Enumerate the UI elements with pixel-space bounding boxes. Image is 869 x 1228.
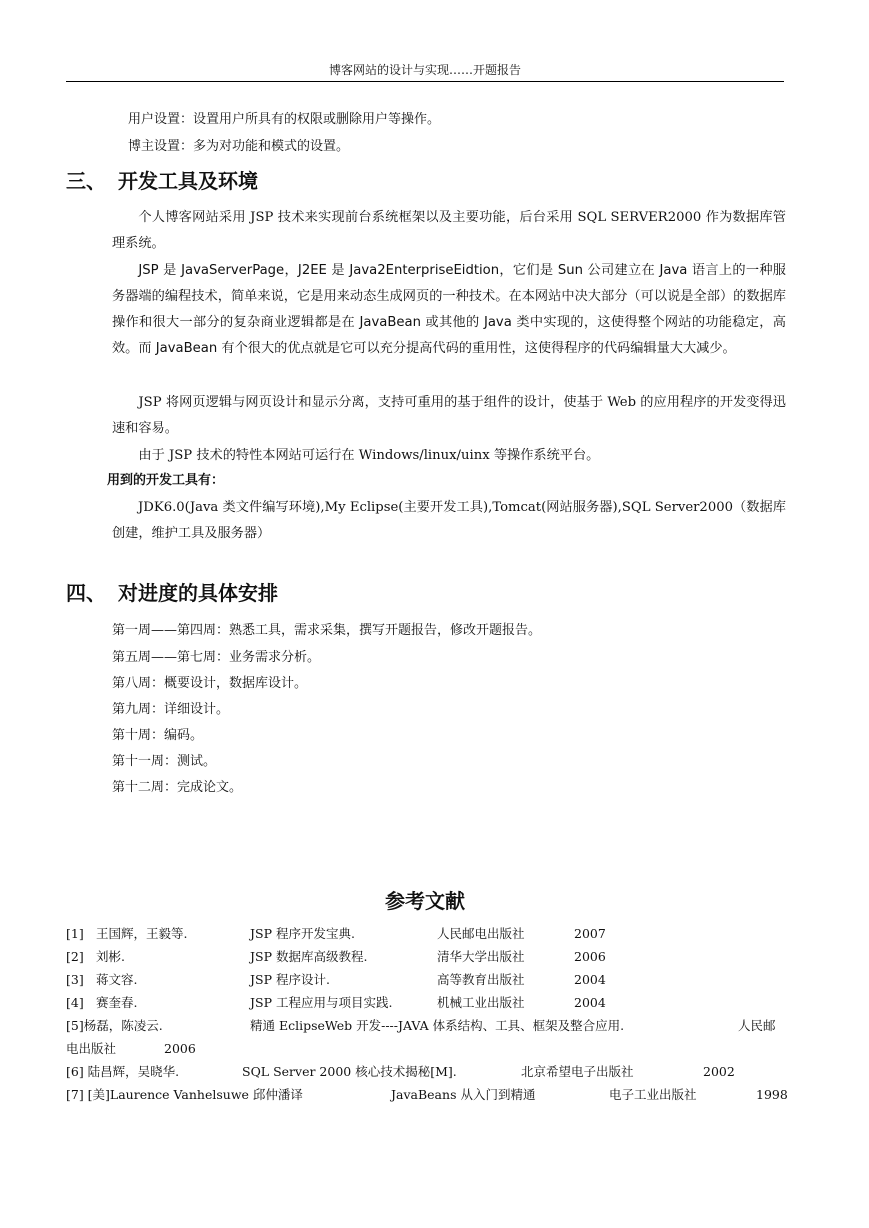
- ref-year: 2002: [703, 1064, 735, 1079]
- ref-year: 2004: [574, 995, 606, 1010]
- blogger-settings-line: 博主设置：多为对功能和模式的设置。: [128, 139, 350, 154]
- section4-title: 对进度的具体安排: [118, 581, 278, 605]
- ref-author: 刘彬.: [96, 949, 125, 964]
- ref-year: 2004: [574, 972, 606, 987]
- ref-publisher: 清华大学出版社: [437, 949, 525, 964]
- ref-publisher: 电子工业出版社: [609, 1087, 697, 1102]
- schedule-item: 第一周——第四周：熟悉工具，需求采集，撰写开题报告，修改开题报告。: [112, 623, 542, 638]
- tools-label: 用到的开发工具有：: [107, 473, 225, 488]
- section3-title: 开发工具及环境: [118, 169, 258, 193]
- section3-paragraph-2: JSP 是 JavaServerPage，J2EE 是 Java2EnterpriseEidtion，它们是 Sun 公司建立在 Java 语言上的一种服务器端的编程技术，简单来说，它是用来动态生成网页的一种技术。在本网站中决大部分（可以说是全部）的数据库操作和很大一部分的复杂商业逻辑都是在 JavaBean 或其他的 Java 类中实现的，这使得整个网站的功能稳定，高效。而 JavaBean 有个很大的优点就是它可以充分提高代码的重用性，这使得程序的代码编辑量大大减少。: [112, 263, 786, 356]
- ref-index: [4]: [66, 995, 84, 1010]
- ref-publisher: 机械工业出版社: [437, 995, 525, 1010]
- ref-book: JSP 程序设计.: [250, 972, 330, 987]
- ref-year: 1998: [756, 1087, 788, 1102]
- ref-author: [6] 陆昌辉，吴晓华.: [66, 1064, 180, 1079]
- ref-book: JSP 工程应用与项目实践.: [250, 995, 393, 1010]
- ref-book: JSP 数据库高级教程.: [250, 949, 368, 964]
- ref-author: 赛奎春.: [96, 995, 138, 1010]
- ref-book: SQL Server 2000 核心技术揭秘[M].: [242, 1064, 457, 1079]
- header-rule: [66, 81, 784, 82]
- ref-publisher: 人民邮: [738, 1018, 776, 1033]
- ref-publisher: 北京希望电子出版社: [521, 1064, 634, 1079]
- section4-number: 四、: [66, 581, 106, 605]
- section3-heading: [66, 168, 258, 194]
- schedule-item: 第十二周：完成论文。: [112, 780, 243, 795]
- ref-year: 2006: [164, 1041, 196, 1056]
- schedule-item: 第五周——第七周：业务需求分析。: [112, 650, 321, 665]
- ref-book: JSP 程序开发宝典.: [250, 926, 355, 941]
- page-header: 博客网站的设计与实现……开题报告: [328, 63, 521, 77]
- tools-list: JDK6.0(Java 类文件编写环境),My Eclipse(主要开发工具),Tomcat(网站服务器),SQL Server2000（数据库创建，维护工具及服务器）: [112, 500, 786, 541]
- references-title: 参考文献: [385, 889, 465, 913]
- section4-heading: [66, 580, 278, 606]
- schedule-item: 第十一周：测试。: [112, 754, 217, 769]
- ref-publisher: 人民邮电出版社: [437, 926, 525, 941]
- ref-author: 王国辉，王毅等.: [96, 926, 188, 941]
- schedule-item: 第十周：编码。: [112, 728, 204, 743]
- section3-paragraph-3: JSP 将网页逻辑与网页设计和显示分离，支持可重用的基于组件的设计，使基于 Web 的应用程序的开发变得迅速和容易。: [112, 395, 786, 436]
- schedule-item: 第九周：详细设计。: [112, 702, 230, 717]
- ref-year: 2007: [574, 926, 606, 941]
- ref-author: [7] [美]Laurence Vanhelsuwe 邱仲潘译: [66, 1087, 303, 1102]
- schedule-item: 第八周：概要设计，数据库设计。: [112, 676, 308, 691]
- ref-book: JavaBeans 从入门到精通: [391, 1087, 536, 1102]
- section3-number: 三、: [66, 169, 106, 193]
- ref-author: [5]杨磊，陈凌云.: [66, 1018, 163, 1033]
- user-settings-line: 用户设置：设置用户所具有的权限或删除用户等操作。: [128, 112, 441, 127]
- ref-publisher: 电出版社: [66, 1041, 117, 1056]
- ref-book: 精通 EclipseWeb 开发----JAVA 体系结构、工具、框架及整合应用.: [250, 1018, 625, 1033]
- ref-author: 蒋文容.: [96, 972, 138, 987]
- ref-publisher: 高等教育出版社: [437, 972, 525, 987]
- section3-paragraph-4: 由于 JSP 技术的特性本网站可运行在 Windows/linux/uinx 等操作系统平台。: [138, 448, 600, 463]
- ref-index: [1]: [66, 926, 84, 941]
- ref-index: [3]: [66, 972, 84, 987]
- ref-index: [2]: [66, 949, 84, 964]
- section3-paragraph-1: 个人博客网站采用 JSP 技术来实现前台系统框架以及主要功能，后台采用 SQL SERVER2000 作为数据库管理系统。: [112, 210, 786, 251]
- ref-year: 2006: [574, 949, 606, 964]
